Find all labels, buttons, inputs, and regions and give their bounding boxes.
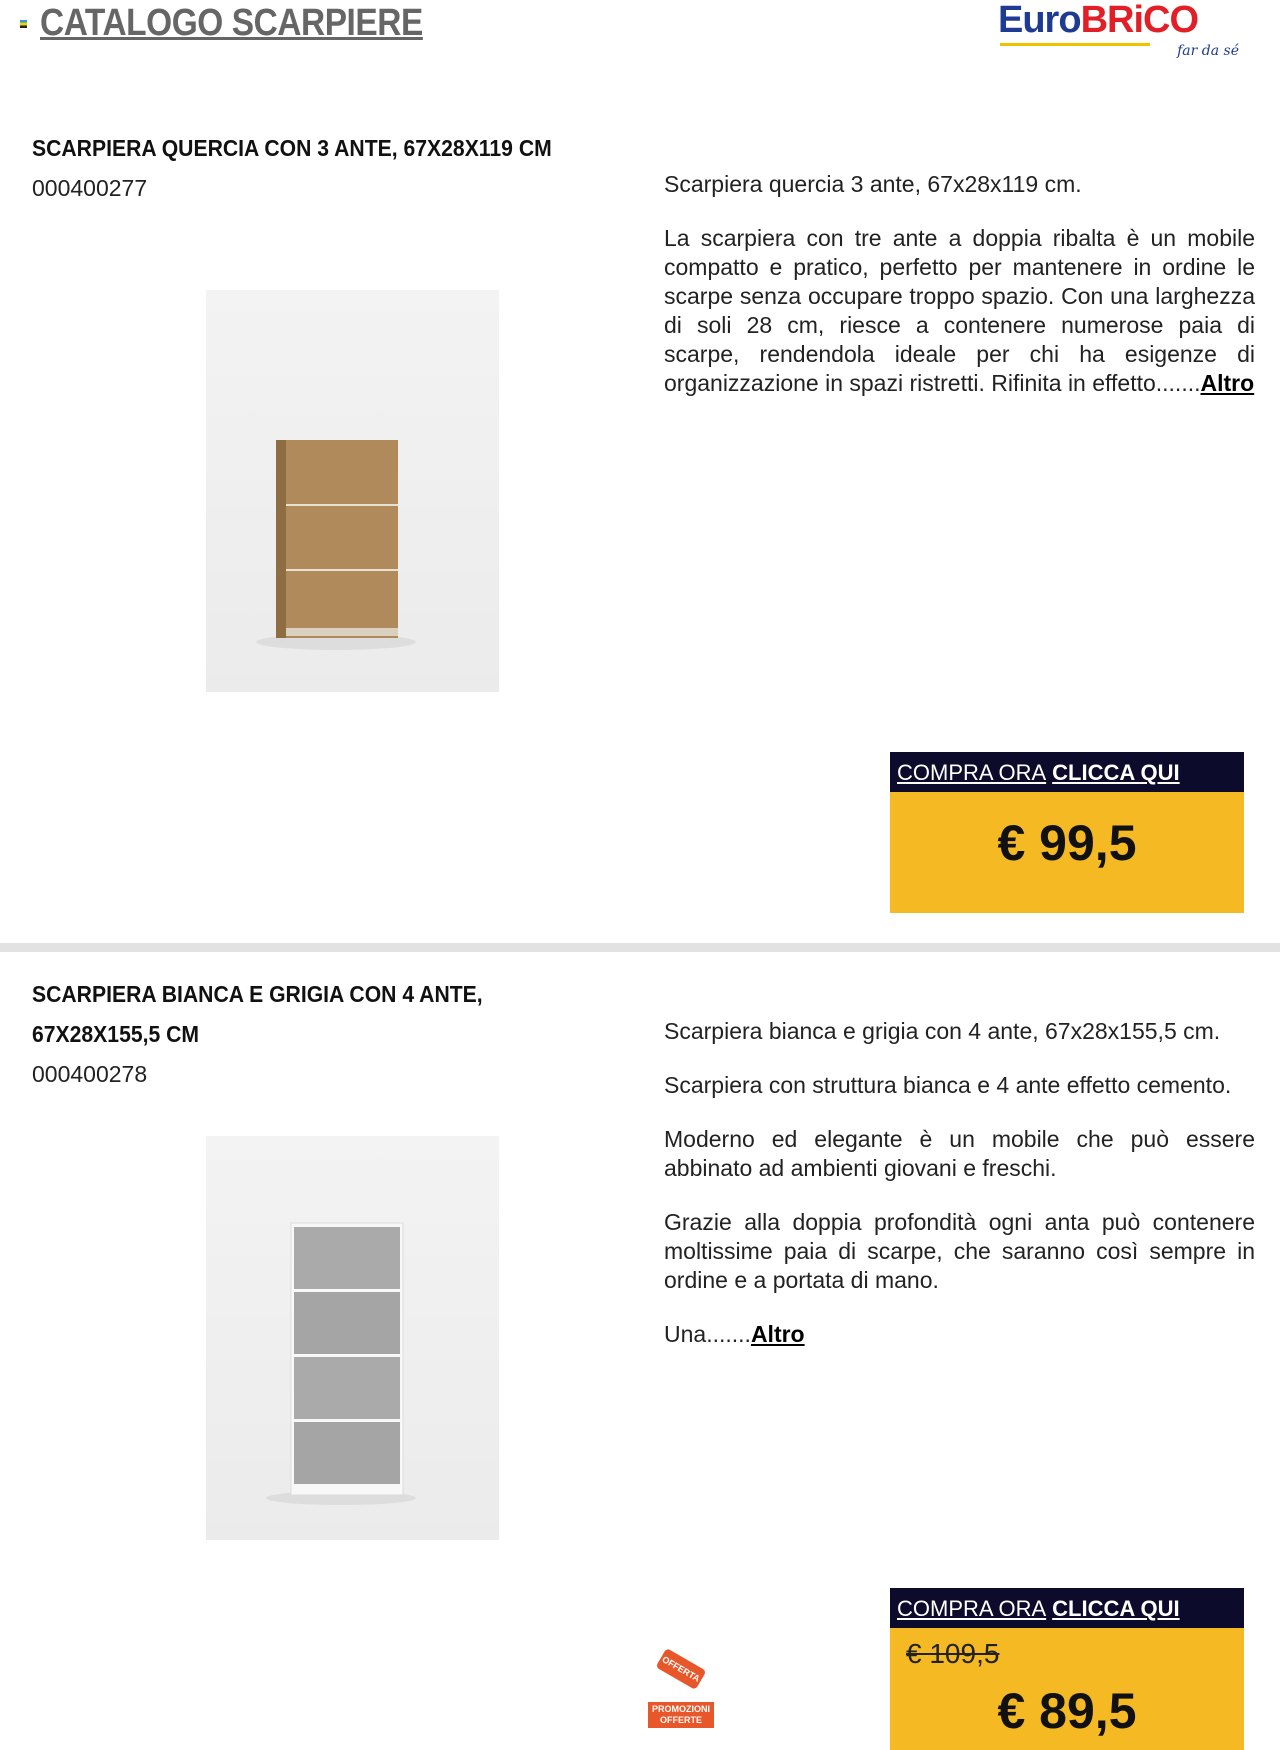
- offer-tag-icon: OFFERTA: [656, 1648, 707, 1690]
- click-here-link[interactable]: CLICCA QUI: [1052, 760, 1180, 785]
- logo-tagline: far da sé: [1177, 43, 1239, 59]
- desc-paragraph: La scarpiera con tre ante a doppia ribalta è un mobile compatto e pratico, perfetto per mantenere in ordine le scarpe senza occupare troppo spazio. Con una larghezza di soli 28 cm, riesce a contenere numerose paia di scarpe, rendendola ideale per chi ha esigenze di organizzazione in spazi ristretti. Rifinita in effetto.......: [664, 225, 1255, 396]
- buy-now-link[interactable]: COMPRA ORA: [897, 760, 1047, 785]
- more-link[interactable]: Altro: [750, 1321, 805, 1347]
- price: € 99,5: [997, 815, 1137, 871]
- more-link[interactable]: Altro: [1200, 370, 1255, 396]
- desc-paragraph: Scarpiera quercia 3 ante, 67x28x119 cm.: [664, 171, 1082, 197]
- page-title: CATALOGO SCARPIERE: [40, 2, 423, 44]
- price: € 89,5: [997, 1683, 1137, 1739]
- price-box: [890, 752, 1244, 913]
- click-here-link[interactable]: CLICCA QUI: [1052, 1596, 1180, 1621]
- logo-bar: [1000, 43, 1150, 46]
- logo-text: Euro: [998, 0, 1081, 41]
- product-title: SCARPIERA QUERCIA CON 3 ANTE, 67X28X119 CM: [32, 135, 552, 161]
- product-description: [664, 1017, 1255, 1374]
- product-image: [206, 1136, 499, 1540]
- logo-text: BRiCO: [1080, 0, 1199, 41]
- price-box: [890, 1588, 1244, 1750]
- old-price: € 109,5: [906, 1638, 1000, 1669]
- badge-text: OFFERTE: [660, 1715, 702, 1725]
- oak-shoe-cabinet-image: [206, 290, 499, 692]
- desc-paragraph: Una.......: [664, 1321, 751, 1347]
- eurobrico-logo[interactable]: [998, 0, 1243, 64]
- desc-paragraph: Grazie alla doppia profondità ogni anta può contenere moltissime paia di scarpe, che saranno così sempre in ordine e a portata di mano.: [664, 1209, 1255, 1293]
- buy-now-link[interactable]: COMPRA ORA: [897, 1596, 1047, 1621]
- divider: [0, 943, 1280, 952]
- color-marker: [20, 20, 27, 28]
- badge-text: PROMOZIONI: [652, 1704, 710, 1714]
- product-image: [206, 290, 499, 692]
- product-title: 67X28X155,5 CM: [32, 1021, 200, 1047]
- offer-badge[interactable]: [648, 1650, 714, 1734]
- product-title: SCARPIERA BIANCA E GRIGIA CON 4 ANTE,: [32, 981, 483, 1007]
- product-code: 000400278: [32, 1061, 148, 1087]
- desc-paragraph: Scarpiera con struttura bianca e 4 ante effetto cemento.: [664, 1072, 1232, 1098]
- white-grey-shoe-cabinet-image: [206, 1136, 499, 1540]
- desc-paragraph: Scarpiera bianca e grigia con 4 ante, 67x28x155,5 cm.: [664, 1018, 1221, 1044]
- product-code: 000400277: [32, 175, 148, 201]
- product-description: [664, 170, 1255, 423]
- desc-paragraph: Moderno ed elegante è un mobile che può essere abbinato ad ambienti giovani e freschi.: [664, 1126, 1255, 1181]
